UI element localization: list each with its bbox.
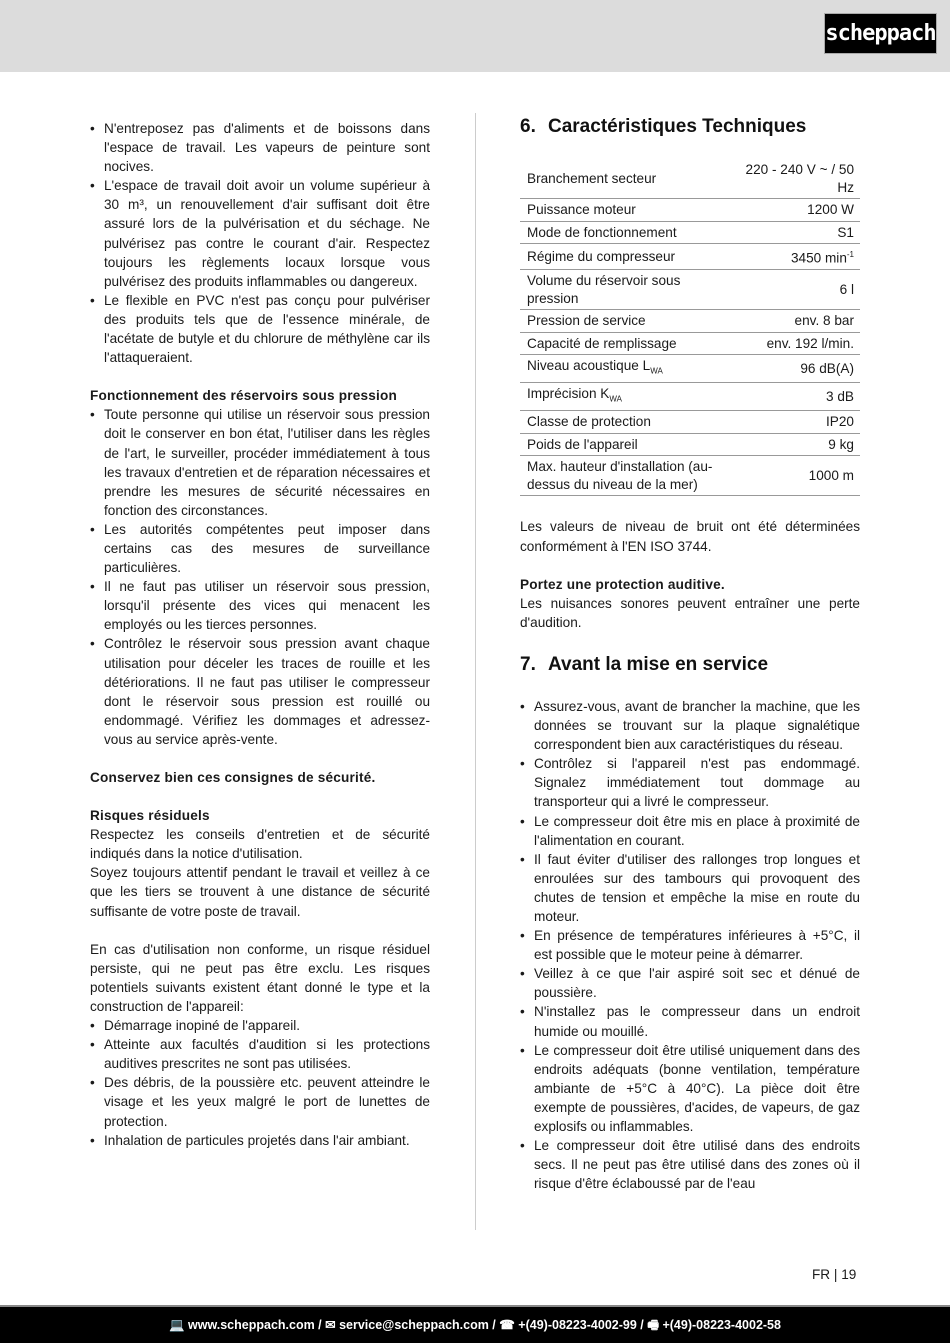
spec-row: [520, 411, 860, 434]
spec-label: Mode de fonctionnement: [520, 221, 720, 244]
spec-label: Classe de protection: [520, 411, 720, 434]
conservez-note: Conservez bien ces consignes de sécurité.: [90, 770, 376, 785]
spec-value: 3450 $\min^{-1}$: [720, 244, 860, 270]
paragraph: Soyez toujours attentif pendant le travail et veillez à ce que les tiers se trouvent à une distance de sécurité suffisante de votre poste de travail.: [90, 865, 430, 919]
list-item: • N'entreposez pas d'aliments et de boissons dans l'espace de travail. Les vapeurs de peinture sont nocives.: [90, 119, 430, 176]
storage-bullets: [90, 119, 430, 367]
list-item: • Toute personne qui utilise un réservoir sous pression doit le conserver en bon état, l'utiliser dans les règles de l'art, le surveiller, procéder immédiatement à tous les travaux d'entretien et de réparation nécessaires et prendre les mesures de sécurité nécessaires en fonction des circonstances.: [90, 405, 430, 520]
list-item: • Le compresseur doit être mis en place à proximité de l'alimentation en courant.: [520, 812, 860, 850]
spec-row: [520, 244, 860, 270]
spec-value: IP20: [720, 411, 860, 434]
spec-row: [520, 456, 860, 496]
section-6-heading: 6. Caractéristiques Techniques: [520, 116, 807, 137]
protection-text: Les nuisances sonores peuvent entraîner une perte d'audition.: [520, 595, 860, 630]
specs-table: [520, 159, 860, 496]
spec-row: [520, 332, 860, 355]
spec-label: Capacité de remplissage: [520, 332, 720, 355]
spec-label: Poids de l'appareil: [520, 433, 720, 456]
spec-label: Branchement secteur: [520, 159, 720, 199]
spec-value: 3 dB: [720, 383, 860, 411]
spec-value: 6 l: [720, 270, 860, 310]
reservoir-bullets: [90, 405, 430, 749]
spec-label: Imprécision $K_{WA}$: [520, 383, 720, 411]
paragraph: En cas d'utilisation non conforme, un risque résiduel persiste, qui ne peut pas être exclu. Les risques potentiels suivants existent étant donné le type et la construction de l'appareil:: [90, 941, 430, 1014]
spec-row: [520, 355, 860, 383]
risques-heading: Risques résiduels: [90, 808, 210, 824]
spec-label: Régime du compresseur: [520, 244, 720, 270]
spec-label: Niveau acoustique $L_{WA}$: [520, 355, 720, 383]
page-header: [0, 0, 950, 72]
list-item: • Contrôlez si l'appareil n'est pas endommagé. Signalez immédiatement tout dommage au transporteur qui a livré le compresseur.: [520, 754, 860, 811]
spec-value: 9 kg: [720, 433, 860, 456]
list-item: • Il faut éviter d'utiliser des rallonges trop longues et enroulées sur des tambours qui provoquent des chutes de tension et empêche la mise en route du moteur.: [520, 850, 860, 926]
list-item: • Des débris, de la poussière etc. peuvent atteindre le visage et les yeux malgré le port de lunettes de protection.: [90, 1073, 430, 1130]
setup-bullets: [520, 697, 860, 1193]
list-item: • Assurez-vous, avant de brancher la machine, que les données se trouvant sur la plaque signalétique correspondent bien aux caractéristiques du réseau.: [520, 697, 860, 754]
spec-value: env. 8 bar: [720, 310, 860, 333]
left-column: [90, 119, 430, 1150]
section-7-heading: 7. Avant la mise en service: [520, 653, 769, 675]
list-item: • Le compresseur doit être utilisé dans des endroits secs. Il ne peut pas être utilisé dans des zones où il risque d'être éclaboussé par de l'eau: [520, 1136, 860, 1193]
list-item: • Atteinte aux facultés d'audition si les protections auditives prescrites ne sont pas utilisées.: [90, 1035, 430, 1073]
spec-value: 1000 m: [720, 456, 860, 496]
list-item: • Inhalation de particules projetés dans l'air ambiant.: [90, 1131, 430, 1150]
spec-value: S1: [720, 221, 860, 244]
list-item: • Il ne faut pas utiliser un réservoir sous pression, lorsqu'il présente des vices qui menacent les employés ou les tierces personnes.: [90, 577, 430, 634]
risk-bullets: [90, 1016, 430, 1150]
spec-label: Pression de service: [520, 310, 720, 333]
list-item: • Démarrage inopiné de l'appareil.: [90, 1016, 430, 1035]
list-item: • En présence de températures inférieures à +5°C, il est possible que le moteur peine à démarrer.: [520, 926, 860, 964]
spec-label: Volume du réservoir sous pression: [520, 270, 720, 310]
spec-label: Max. hauteur d'installation (au-dessus du niveau de la mer): [520, 456, 720, 496]
paragraph: Respectez les conseils d'entretien et de sécurité indiqués dans la notice d'utilisation.: [90, 827, 430, 862]
spec-value: 1200 W: [720, 199, 860, 222]
spec-row: [520, 310, 860, 333]
right-column: [520, 116, 860, 1193]
list-item: • Veillez à ce que l'air aspiré soit sec et dénué de poussière.: [520, 964, 860, 1002]
list-item: • Contrôlez le réservoir sous pression avant chaque utilisation pour déceler les traces de rouille et les détériorations. Il ne faut pas utiliser le compresseur dont le réservoir sous pression est rouillé ou endommagé. Vérifiez les dommages et adressez-vous au service après-vente.: [90, 634, 430, 749]
reservoirs-heading: Fonctionnement des réservoirs sous pression: [90, 388, 397, 404]
column-divider: [475, 113, 476, 1230]
page-number: FR | 19: [812, 1267, 857, 1282]
spec-row: [520, 383, 860, 411]
spec-label: Puissance moteur: [520, 199, 720, 222]
list-item: • Le compresseur doit être utilisé uniquement dans des endroits adéquats (bonne ventilation, température ambiante de +5°C à 40°C). La pièce doit être exempte de poussières, d'acides, de vapeurs, de gaz explosifs ou inflammables.: [520, 1041, 860, 1136]
spec-row: [520, 199, 860, 222]
noise-note: Les valeurs de niveau de bruit ont été déterminées conformément à l'EN ISO 3744.: [520, 519, 860, 554]
spec-row: [520, 433, 860, 456]
list-item: • L'espace de travail doit avoir un volume supérieur à 30 m³, un renouvellement d'air suffisant doit être assuré lors de la pulvérisation et du séchage. Ne pulvérisez pas contre le courant d'air. Respectez toujours les règlements locaux lorsque vous pulvérisez des produits inflammables ou dangereux.: [90, 176, 430, 291]
contact-footer: 💻 www.scheppach.com / ✉ service@scheppach.com / ☎ +(49)-08223-4002-99 / 🖷 +(49)-08223-4002-58: [0, 1305, 950, 1343]
spec-row: [520, 270, 860, 310]
spec-value: 220 - 240 V ~ / 50 Hz: [720, 159, 860, 199]
spec-value: 96 dB(A): [720, 355, 860, 383]
protection-heading: Portez une protection auditive.: [520, 576, 725, 592]
scheppach-logo: scheppach: [824, 13, 937, 54]
spec-row: [520, 159, 860, 199]
list-item: • Les autorités compétentes peut imposer dans certains cas des mesures de surveillance particulières.: [90, 520, 430, 577]
spec-row: [520, 221, 860, 244]
spec-value: env. 192 l/min.: [720, 332, 860, 355]
list-item: • Le flexible en PVC n'est pas conçu pour pulvériser des produits tels que de l'essence minérale, de l'acétate de butyle et du chlorure de méthylène car ils l'attaqueraient.: [90, 291, 430, 367]
list-item: • N'installez pas le compresseur dans un endroit humide ou mouillé.: [520, 1002, 860, 1040]
